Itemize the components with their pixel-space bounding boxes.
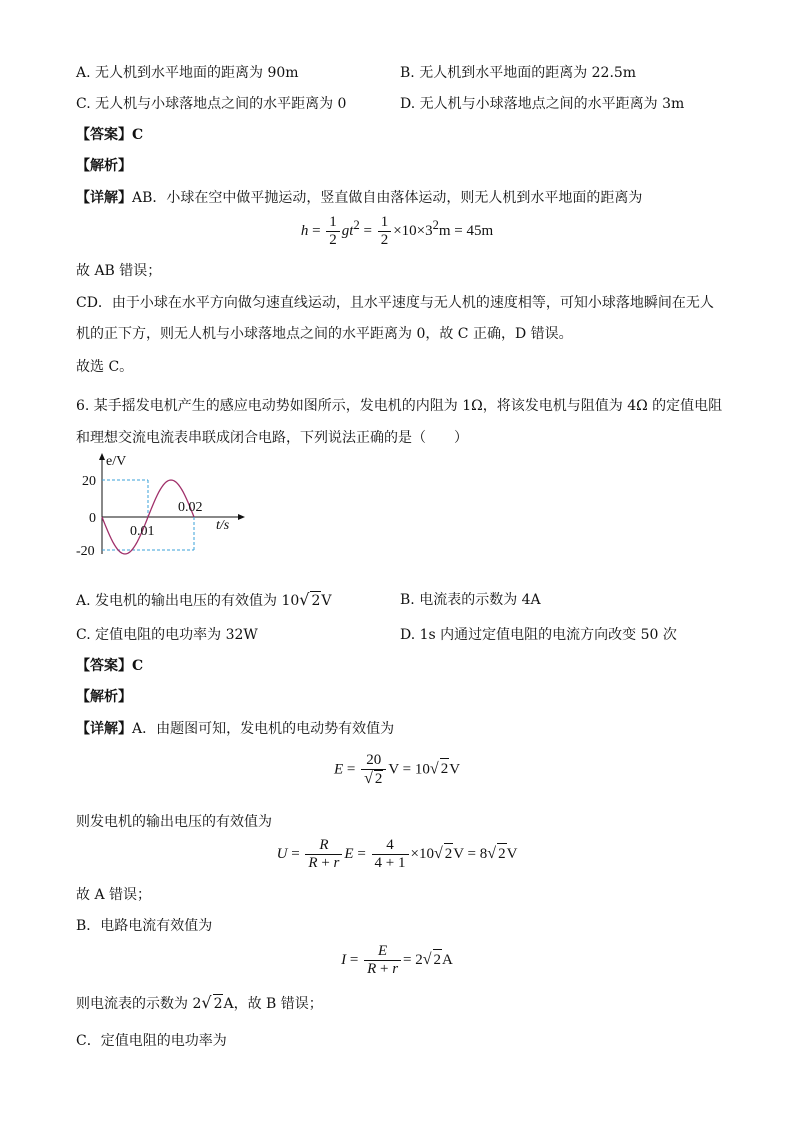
q6-option-a: A. 发电机的输出电压的有效值为 10√ 2V bbox=[76, 590, 332, 609]
x-tick-001: 0.01 bbox=[130, 524, 155, 539]
y-tick-20: 20 bbox=[82, 474, 96, 489]
output-voltage-formula: U = $\frac{R}{R + r}$ E = $\frac{4}{4 + 1}$ ×10√ 2V = 8√ 2V bbox=[276, 837, 518, 871]
q5-conclusion-ab: 故 AB 错误； bbox=[76, 263, 162, 279]
q5-cd-line2: 机的正下方，则无人机与小球落地点之间的水平距离为 0，故 C 正确，D 错误。 bbox=[76, 326, 573, 342]
q6-analysis-heading: 【解析】 bbox=[76, 689, 132, 705]
q5-option-b: B. 无人机到水平地面的距离为 22.5m bbox=[400, 65, 637, 81]
q5-cd-line1: CD．由于小球在水平方向做匀速直线运动，且水平速度与无人机的速度相等，可知小球落地瞬间在无人 bbox=[76, 295, 714, 311]
q6-option-b: B. 电流表的示数为 4A bbox=[400, 592, 541, 608]
y-tick-0: 0 bbox=[89, 511, 96, 526]
q6-conclusion-a: 故 A 错误； bbox=[76, 887, 152, 903]
q6-detail-a: 【详解】A．由题图可知，发电机的电动势有效值为 bbox=[76, 721, 395, 737]
guide-lines bbox=[102, 480, 194, 550]
q5-analysis-heading: 【解析】 bbox=[76, 158, 132, 174]
q6-ammeter-line: 则电流表的示数为 2√ 2A，故 B 错误； bbox=[76, 993, 323, 1012]
q5-detail-label: 【详解】 bbox=[76, 190, 132, 206]
x-axis-label: t/s bbox=[216, 518, 230, 533]
q5-detail-text: AB．小球在空中做平抛运动，竖直做自由落体运动，则无人机到水平地面的距离为 bbox=[132, 190, 643, 206]
q6-c-line: C．定值电阻的电功率为 bbox=[76, 1033, 227, 1049]
emf-time-graph bbox=[72, 450, 252, 562]
q6-option-c: C. 定值电阻的电功率为 32W bbox=[76, 627, 258, 643]
emf-effective-formula: E = $\frac{20}{√ 2}$ V = 10√ 2V bbox=[333, 752, 461, 787]
half-fraction-2: $\frac{1}{2}$ bbox=[378, 214, 392, 249]
q6-b-line: B．电路电流有效值为 bbox=[76, 918, 213, 934]
current-formula: I = $\frac{E}{R + r}$ = 2√ 2A bbox=[341, 943, 453, 977]
x-tick-002: 0.02 bbox=[178, 500, 203, 515]
q5-option-c: C. 无人机与小球落地点之间的水平距离为 0 bbox=[76, 96, 347, 112]
q5-detail bbox=[76, 189, 642, 207]
q6-answer: 【答案】C bbox=[76, 658, 144, 674]
y-tick-neg20: -20 bbox=[76, 544, 95, 559]
y-axis-label: e/V bbox=[106, 454, 127, 469]
q5-option-a: A. 无人机到水平地面的距离为 90m bbox=[76, 65, 299, 81]
q6-output-line: 则发电机的输出电压的有效值为 bbox=[76, 814, 272, 830]
q5-option-d: D. 无人机与小球落地点之间的水平距离为 3m bbox=[400, 96, 685, 112]
q5-answer: 【答案】C bbox=[76, 127, 144, 143]
q5-height-formula: h = $\frac{1}{2}$ $gt^2$ = $\frac{1}{2}$ $\times 10\times 3^2m = 45m$ bbox=[300, 214, 494, 248]
q6-option-d: D. 1s 内通过定值电阻的电流方向改变 50 次 bbox=[400, 627, 677, 643]
q6-stem-line1: 6. 某手摇发电机产生的感应电动势如图所示，发电机的内阻为 1Ω，将该发电机与阻值为 4Ω 的定值电阻 bbox=[76, 398, 723, 414]
half-fraction: $\frac{1}{2}$ bbox=[326, 214, 340, 249]
q5-choose: 故选 C。 bbox=[76, 359, 134, 375]
q6-stem-line2: 和理想交流电流表串联成闭合电路，下列说法正确的是（ ） bbox=[76, 430, 468, 446]
